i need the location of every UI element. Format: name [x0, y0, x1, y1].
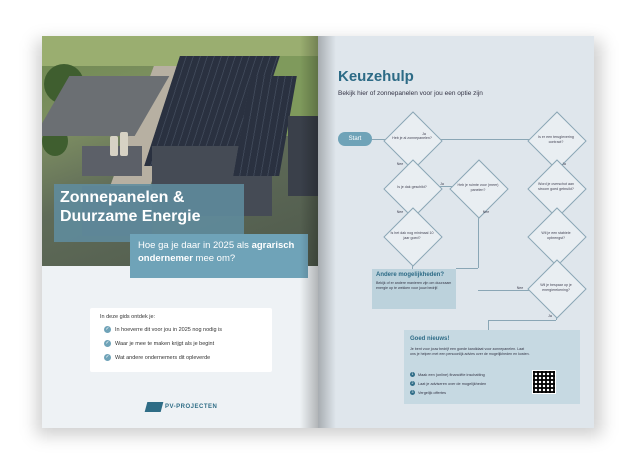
good-news-heading: Goed nieuws!: [410, 336, 450, 342]
brand-logo: PV-PROJECTEN: [146, 402, 217, 412]
alternatives-text: Bekijk of er andere manieren zijn om duurzaam energie op te wekken voor jouw bedrijf.: [376, 281, 452, 290]
good-news-text: Je bent voor jouw bedrijf een goede kandidaat voor zonnepanelen. Laat ons je helpen met een persoonlijk advies over de mogelijkheden en kosten.: [410, 347, 530, 356]
bullet-item: ✓ Waar je mee te maken krijgt als je begint: [105, 340, 215, 347]
yes-label: Ja: [440, 182, 444, 186]
alternatives-heading: Andere mogelijkheden?: [376, 272, 445, 278]
check-icon: ✓: [105, 340, 110, 346]
cover-page: [42, 36, 318, 428]
flowchart-page: Keuzehulp Bekijk hier of zonnepanelen voor jou een optie zijn Start Heb je al zonnepanelen? Is je dak geschikt? Heb je ruimte voor (meer) panelen? Is het dak nog minimaal 10 jaar goed? Is er een teruglevering contract? Word je overschot aan stroom goed gebruikt? Wil je een stabiele opbrengst? Wil je bespaar op je energierekening? Ja Nee Ja Nee Nee Ja Nee Ja Andere mogelijkheden? Bekijk of er andere manieren zijn om duurzaam energie op te wekken voor jouw bedrijf. Goed nieuws! Je bent voor jouw bedrijf een goede kandidaat voor zonnepanelen. Laat ons je helpen met een persoonlijk advies over de mogelijkheden en kosten. 1 Maak een (online) financiële inschatting 2 Laat je adviseren over de mogelijkheden 3 Vergelijk offertes: [318, 36, 594, 428]
no-label: Nee: [482, 210, 490, 214]
page-subtitle: Bekijk hier of zonnepanelen voor jou een optie zijn: [338, 90, 483, 97]
no-label: Nee: [396, 162, 404, 166]
flow-start: Start: [338, 132, 372, 146]
next-step: 2 Laat je adviseren over de mogelijkheden: [411, 381, 487, 386]
yes-label: Ja: [548, 314, 552, 318]
yes-label: Ja: [422, 132, 426, 136]
card-heading: In deze gids ontdek je:: [100, 314, 156, 320]
next-step: 3 Vergelijk offertes: [411, 390, 446, 395]
bullet-item: ✓ Wat andere ondernemers dit opleverde: [105, 354, 211, 361]
cover-subtitle: Hoe ga je daar in 2025 als agrarisch ondernemer mee om?: [138, 240, 295, 264]
bullet-item: ✓ In hoeverre dit voor jou in 2025 nog nodig is: [105, 326, 223, 333]
check-icon: ✓: [105, 354, 110, 360]
no-label: Nee: [516, 286, 524, 290]
yes-label: Ja: [562, 162, 566, 166]
cover-title: Zonnepanelen & Duurzame Energie: [60, 189, 201, 225]
no-label: Nee: [396, 210, 404, 214]
check-icon: ✓: [105, 326, 110, 332]
next-step: 1 Maak een (online) financiële inschatting: [411, 372, 485, 377]
qr-code-icon[interactable]: [532, 370, 556, 394]
logo-mark-icon: [145, 402, 164, 412]
page-title: Keuzehulp: [338, 68, 414, 85]
